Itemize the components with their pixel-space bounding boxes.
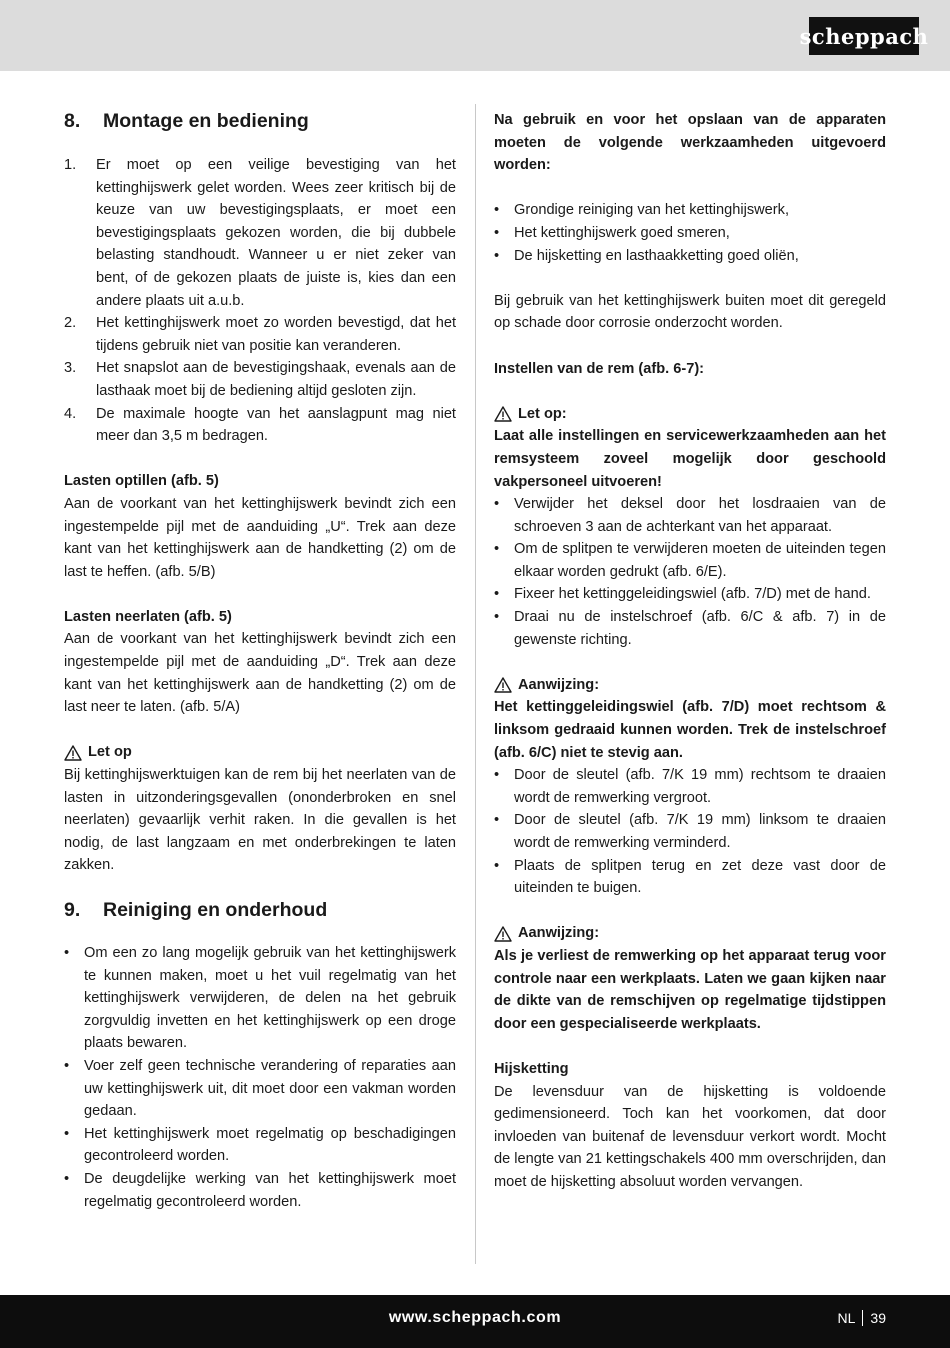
item-text: Het kettinghijswerk goed smeren, [514,224,730,241]
bullet: • [494,857,500,874]
list-item [64,154,456,312]
item-number: 1. [64,157,77,173]
item-text: Het snapslot aan de bevestigingshaak, evenals aan de lasthaak moet bij de bediening altijd gesloten zijn. [96,360,456,399]
lift-heading: Lasten optillen (afb. 5) [64,473,219,490]
list-item [494,538,886,583]
bullet: • [64,945,70,961]
list-item [64,1123,456,1168]
chain-heading: Hijsketting [494,1060,569,1077]
item-text: De deugdelijke werking van het kettinghijswerk moet regelmatig gecontroleerd worden. [84,1170,456,1210]
item-text: Om de splitpen te verwijderen moeten de uiteinden tegen elkaar worden gedrukt (afb. 6/E). [514,541,886,580]
separator [862,1310,863,1326]
hint-label: Aanwijzing: [518,676,600,693]
hint-list [494,764,886,900]
item-text: Om een zo lang mogelijk gebruik van het kettinghijswerk te kunnen maken, moet u het vuil regelmatig van het kettinghijswerk verwijderen, de delen na het gebruik zorgvuldig invetten en het kettinghijswerk op een droge plaats bewaren. [84,945,456,1052]
caution-label: Let op: [518,405,567,422]
chain-text: De levensduur van de hijsketting is voldoende gedimensioneerd. Toch kan het voorkomen, dat door invloeden van buitenaf de levensduur verkort wordt. Mocht de lengte van 21 kettingschakels 400 mm overschrijden, dan moet de hijsketting absoluut worden vervangen. [494,1083,886,1190]
warning-icon [64,745,82,761]
bullet: • [494,202,500,219]
caution-text: Laat alle instellingen en servicewerkzaamheden aan het remsysteem zoveel mogelijk door geschoold vakpersoneel uitvoeren! [494,428,886,490]
item-text: Door de sleutel (afb. 7/K 19 mm) linksom te draaien wordt de remwerking verminderd. [514,812,886,851]
page-indicator [838,1310,886,1326]
bullet: • [494,767,500,784]
item-text: Plaats de splitpen terug en zet deze vast door de uiteinden te buigen. [514,857,886,897]
lower-text: Aan de voorkant van het kettinghijswerk bevindt zich een ingestempelde pijl met de aanduiding „D“. Trek aan deze kant van het kettinghijswerk aan de handketting (2) om de last neer te laten. (afb. 5/A) [64,631,456,716]
warning-icon [494,406,512,422]
column-divider [475,104,476,1264]
warning-icon [494,926,512,942]
list-item [64,357,456,402]
hint-heading [494,922,886,945]
outdoor-text: Bij gebruik van het kettinghijswerk buiten moet dit geregeld op schade door corrosie onderzocht worden. [494,292,886,332]
page-number: 39 [870,1310,886,1326]
bullet: • [494,609,500,626]
bullet: • [64,1170,70,1187]
list-item [494,222,886,245]
list-item [494,855,886,900]
language-code: NL [837,1310,856,1326]
item-text: Het kettinghijswerk moet regelmatig op beschadigingen gecontroleerd worden. [84,1125,456,1165]
item-text: Voer zelf geen technische verandering of reparaties aan uw kettinghijswerk uit, dit moet door een vakman worden gedaan. [84,1057,456,1120]
item-text: Het kettinghijswerk moet zo worden bevestigd, dat het tijdens gebruik niet van positie kan veranderen. [96,315,456,354]
bullet: • [494,247,500,264]
hint-heading [494,674,886,697]
bullet: • [494,541,500,558]
item-text: Verwijder het deksel door het losdraaien van de schroeven 3 aan de achterkant van het apparaat. [514,496,886,535]
item-text: Er moet op een veilige bevestiging van het kettinghijswerk gelet worden. Wees zeer kritisch bij de keuze van uw bevestigingsplaats, er moet een bevestigingsplaats gekozen worden, die bij dubbele belasting standhoudt. Wanneer u er niet zeker van bent, of de gekozen plaats de juiste is, kies dan een andere plaats uit a.u.b. [96,157,456,309]
cleaning-list [64,942,456,1213]
footer-bar [0,1295,950,1348]
section-title: Montage en bediening [103,110,309,132]
brake-list [494,493,886,651]
list-item [64,403,456,448]
item-text: De hijsketting en lasthaakketting goed oliën, [514,247,799,264]
item-number: 3. [64,360,77,377]
after-use-intro: Na gebruik en voor het opslaan van de apparaten moeten de volgende werkzaamheden uitgevoerd worden: [494,112,886,174]
item-text: Draai nu de instelschroef (afb. 6/C & afb. 7) in de gewenste richting. [514,609,886,648]
lower-heading: Lasten neerlaten (afb. 5) [64,608,232,625]
right-column [494,109,886,1194]
lift-text: Aan de voorkant van het kettinghijswerk bevindt zich een ingestempelde pijl met de aanduiding „U“. Trek aan deze kant van het kettinghijswerk aan de handketting (2) om de last te heffen. (afb. 5/B) [64,495,456,580]
mounting-list [64,154,456,448]
section-title: Reiniging en onderhoud [103,899,328,921]
list-item [494,764,886,809]
list-item [494,583,886,606]
scheppach-logo [799,17,929,55]
website-link[interactable]: www.scheppach.com [388,1309,562,1326]
hint-text: Het kettinggeleidingswiel (afb. 7/D) moet rechtsom & linksom gedraaid kunnen worden. Trek de instelschroef (afb. 6/C) niet te stevig aan. [494,699,886,761]
list-item [64,1055,456,1123]
list-item [494,493,886,538]
section-number: 8. [64,110,81,132]
item-text: Grondige reiniging van het kettinghijswerk, [514,202,790,219]
bullet: • [64,1057,70,1074]
list-item [64,312,456,357]
list-item [64,942,456,1055]
caution-heading [494,403,886,426]
list-item [64,1168,456,1213]
left-column [64,109,456,1213]
list-item [494,606,886,651]
caution-label: Let op [88,744,132,761]
logo-text: scheppach [799,23,929,49]
item-text: De maximale hoogte van het aanslagpunt mag niet meer dan 3,5 m bedragen. [96,405,456,445]
warning-icon [494,677,512,693]
bullet: • [64,1125,70,1142]
hint-text: Als je verliest de remwerking op het apparaat terug voor controle naar een werkplaats. Laten we gaan kijken naar de dikte van de remschijven op regelmatige tijdstippen door een gespecialiseerde werkplaats. [494,947,886,1032]
after-use-list [494,199,886,267]
item-text: Door de sleutel (afb. 7/K 19 mm) rechtsom te draaien wordt de remwerking vergroot. [514,767,886,806]
item-number: 2. [64,315,77,332]
caution-heading [64,741,456,764]
header-bar [0,0,950,71]
list-item [494,245,886,268]
brake-heading: Instellen van de rem (afb. 6-7): [494,360,705,377]
list-item [494,809,886,854]
list-item [494,199,886,222]
bullet: • [494,224,500,241]
bullet: • [494,812,500,829]
hint-label: Aanwijzing: [518,925,600,942]
bullet: • [494,496,500,513]
section-8-heading [64,109,456,133]
caution-text: Bij kettinghijswerktuigen kan de rem bij het neerlaten van de lasten in uitzonderingsgevallen (ononderbroken en snel neerlaten) gevaarlijk verhit raken. In die gevallen is het nodig, de last langzaam en met onderbrekingen te laten zakken. [64,767,456,874]
bullet: • [494,586,500,603]
item-number: 4. [64,405,77,422]
section-9-heading [64,898,456,922]
section-number: 9. [64,899,81,921]
item-text: Fixeer het kettinggeleidingswiel (afb. 7/D) met de hand. [514,586,871,603]
